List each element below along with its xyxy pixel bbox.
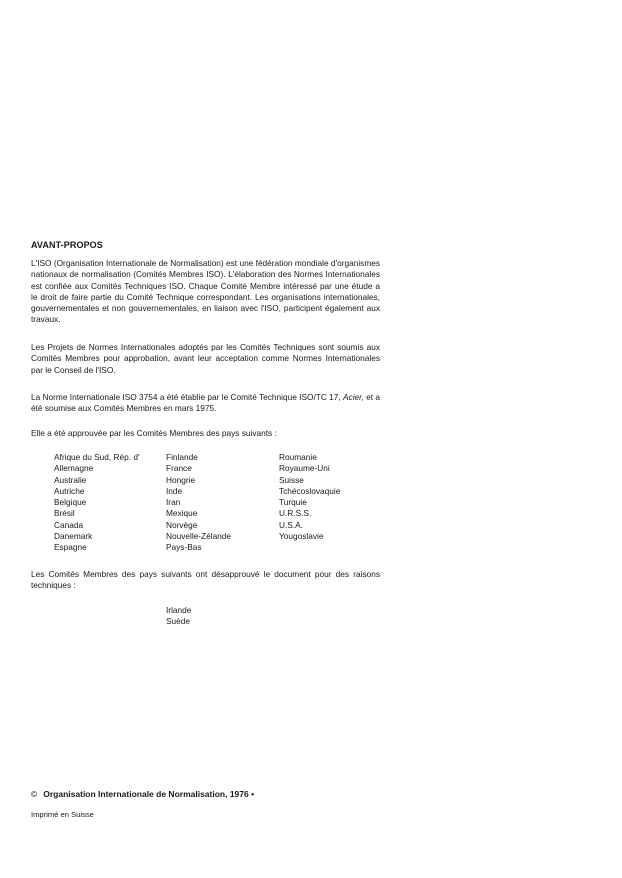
country-name: Pays-Bas (166, 542, 202, 553)
committee-name: Acier, (343, 392, 364, 402)
country-name: Danemark (54, 531, 93, 542)
country-name: Autriche (54, 485, 85, 496)
country-name: Inde (166, 485, 183, 496)
paragraph-disapproval-intro: Les Comités Membres des pays suivants ont désapprouvé le document pour des raisons techniques : (31, 569, 380, 591)
country-name: Norvège (166, 519, 198, 530)
country-name: Mexique (166, 508, 198, 519)
country-name: Tchécoslovaquie (279, 485, 341, 496)
country-name: Roumanie (279, 452, 317, 462)
country-name: Irlande (166, 605, 192, 615)
country-name: Royaume-Uni (279, 463, 330, 474)
country-name: U.R.S.S. (279, 508, 312, 519)
copyright-text: Organisation Internationale de Normalisation, 1976 • (43, 789, 255, 799)
country-name: Afrique du Sud, Rép. d' (54, 452, 140, 462)
country-name: Iran (166, 497, 181, 508)
country-name: France (166, 463, 192, 474)
copyright-notice (31, 789, 254, 799)
disapproving-countries-list (166, 605, 191, 628)
country-name: Yougoslavie (279, 531, 324, 542)
copyright-icon: © (31, 789, 38, 799)
approving-countries-column-3 (279, 452, 340, 542)
origin-text-start: La Norme Internationale ISO 3754 a été établie par le Comité Technique ISO/TC 17, (31, 392, 344, 402)
country-name: Nouvelle-Zélande (166, 531, 232, 542)
paragraph-iso-description: L'ISO (Organisation Internationale de Normalisation) est une fédération mondiale d'organismes nationaux de normalisation (Comités Membres ISO). L'élaboration des Normes Internationales est confiée aux Comités Techniques ISO. Chaque Comité Membre intéressé par une étude a le droit de faire partie du Comité Technique correspondant. Les organisations internationales, gouvernementales et non gouvernementales, en liaison avec l'ISO, participent également aux travaux. (31, 258, 380, 325)
paragraph-draft-standards: Les Projets de Normes Internationales adoptés par les Comités Techniques sont soumis aux Comités Membres pour approbation, avant leur acceptation comme Normes Internationales par le Conseil de l'ISO. (31, 342, 380, 375)
country-name: Allemagne (54, 463, 94, 474)
paragraph-standard-origin (31, 392, 380, 415)
section-heading: AVANT-PROPOS (31, 240, 103, 250)
country-name: Belgique (54, 497, 87, 508)
printed-in: Imprimé en Suisse (31, 810, 94, 819)
country-name: Suède (166, 616, 190, 627)
country-name: Suisse (279, 474, 304, 485)
country-name: Turquie (279, 497, 307, 508)
country-name: Finlande (166, 452, 198, 462)
approving-countries-column-2 (166, 452, 231, 554)
country-name: Brésil (54, 508, 75, 519)
approving-countries-column-1 (54, 452, 140, 554)
country-name: U.S.A. (279, 519, 303, 530)
country-name: Hongrie (166, 474, 196, 485)
country-name: Canada (54, 519, 84, 530)
country-name: Espagne (54, 542, 87, 553)
origin-text-end: et a été soumise aux Comités Membres en mars 1975. (31, 392, 380, 414)
country-name: Australie (54, 474, 87, 485)
paragraph-approval-intro: Elle a été approuvée par les Comités Membres des pays suivants : (31, 428, 277, 438)
